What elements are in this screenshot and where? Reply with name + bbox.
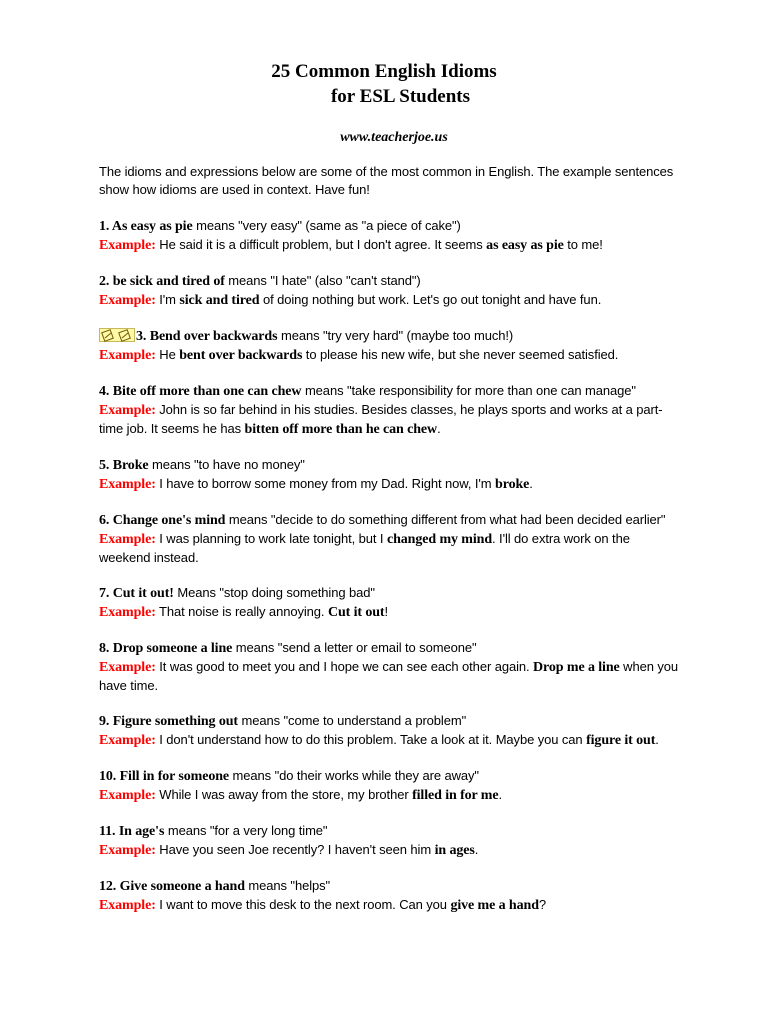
website-link[interactable]: www.teacherjoe.us xyxy=(340,130,448,145)
example-label: Example: xyxy=(99,788,156,803)
idiom-example xyxy=(99,731,679,750)
example-label: Example: xyxy=(99,605,156,620)
idiom-meaning: means "for a very long time" xyxy=(164,823,328,838)
example-label: Example: xyxy=(99,843,156,858)
example-text: While I was away from the store, my brother xyxy=(155,787,413,802)
example-text: I don't understand how to do this problem. Take a look at it. Maybe you can xyxy=(155,732,587,747)
example-idiom-highlight: broke xyxy=(495,477,530,492)
idiom-heading xyxy=(99,639,679,658)
idiom-item xyxy=(99,712,679,750)
idiom-example xyxy=(99,291,679,310)
example-text-end: to please his new wife, but she never seemed satisfied. xyxy=(302,347,619,362)
example-text: It was good to meet you and I hope we can see each other again. xyxy=(155,659,534,674)
idiom-item xyxy=(99,382,679,439)
idiom-heading xyxy=(99,382,679,401)
example-text: I'm xyxy=(155,292,180,307)
idiom-meaning: means "send a letter or email to someone" xyxy=(232,640,477,655)
idiom-item xyxy=(99,327,679,365)
example-text-end: ? xyxy=(538,897,547,912)
example-text-end: . xyxy=(474,842,479,857)
example-idiom-highlight: give me a hand xyxy=(450,898,539,913)
example-label: Example: xyxy=(99,733,156,748)
idiom-example xyxy=(99,896,679,915)
example-label: Example: xyxy=(99,898,156,913)
idiom-heading xyxy=(99,511,679,530)
example-text-end: of doing nothing but work. Let's go out tonight and have fun. xyxy=(259,292,602,307)
example-text: Have you seen Joe recently? I haven't seen him xyxy=(155,842,435,857)
example-label: Example: xyxy=(99,403,156,418)
example-idiom-highlight: bitten off more than he can chew xyxy=(244,422,438,437)
example-text: He said it is a difficult problem, but I don't agree. It seems xyxy=(155,237,487,252)
idiom-phrase: 11. In age's xyxy=(99,824,165,839)
idiom-meaning: means "take responsibility for more than one can manage" xyxy=(301,383,636,398)
idiom-example xyxy=(99,603,679,622)
idiom-phrase: 4. Bite off more than one can chew xyxy=(99,384,302,399)
example-text-end: ! xyxy=(384,604,389,619)
idiom-phrase: 7. Cut it out! xyxy=(99,586,174,601)
idiom-item xyxy=(99,511,679,567)
idiom-meaning: means "do their works while they are away" xyxy=(229,768,479,783)
page-title: 25 Common English Idioms xyxy=(271,61,497,82)
idiom-item xyxy=(99,822,679,860)
idiom-example xyxy=(99,841,679,860)
example-idiom-highlight: figure it out xyxy=(586,733,656,748)
example-idiom-highlight: in ages xyxy=(434,843,475,858)
idiom-phrase: 12. Give someone a hand xyxy=(99,879,245,894)
idiom-example xyxy=(99,346,679,365)
example-text-end: . xyxy=(498,787,502,802)
example-text: He xyxy=(155,347,180,362)
idiom-phrase: 6. Change one's mind xyxy=(99,513,226,528)
idiom-example xyxy=(99,786,679,805)
idiom-meaning: means "very easy" (same as "a piece of cake") xyxy=(192,218,461,233)
idiom-phrase: 3. Bend over backwards xyxy=(136,329,278,344)
idiom-meaning: means "I hate" (also "can't stand") xyxy=(224,273,421,288)
idiom-heading xyxy=(99,877,679,896)
example-label: Example: xyxy=(99,293,156,308)
idiom-heading xyxy=(99,456,679,475)
example-text: I want to move this desk to the next room. Can you xyxy=(155,897,451,912)
example-text-end: . xyxy=(529,476,533,491)
idiom-phrase: 1. As easy as pie xyxy=(99,219,193,234)
idiom-phrase: 9. Figure something out xyxy=(99,714,238,729)
idiom-heading xyxy=(99,767,679,786)
idiom-phrase: 2. be sick and tired of xyxy=(99,274,225,289)
idiom-item xyxy=(99,217,679,255)
example-label: Example: xyxy=(99,238,156,253)
example-text: I have to borrow some money from my Dad. Right now, I'm xyxy=(155,476,496,491)
example-idiom-highlight: sick and tired xyxy=(179,293,260,308)
example-idiom-highlight: Cut it out xyxy=(327,605,385,620)
example-text-end: . xyxy=(437,421,441,436)
example-label: Example: xyxy=(99,532,156,547)
example-text: I was planning to work late tonight, but I xyxy=(155,531,387,546)
idiom-example xyxy=(99,658,679,695)
idiom-heading xyxy=(99,712,679,731)
idiom-example xyxy=(99,401,679,439)
page-subtitle: for ESL Students xyxy=(330,86,471,107)
idiom-meaning: Means "stop doing something bad" xyxy=(173,585,375,600)
example-text-end: . xyxy=(655,732,659,747)
idiom-example xyxy=(99,236,679,255)
example-text-end: . I'll do extra work on the weekend instead. xyxy=(99,531,630,565)
example-text: That noise is really annoying. xyxy=(155,604,328,619)
example-text-end: to me! xyxy=(563,237,603,252)
idiom-meaning: means "helps" xyxy=(244,878,331,893)
idiom-list xyxy=(99,217,679,932)
idiom-meaning: means "to have no money" xyxy=(148,457,305,472)
example-idiom-highlight: filled in for me xyxy=(412,788,499,803)
idiom-example xyxy=(99,530,679,567)
idiom-item xyxy=(99,456,679,494)
example-label: Example: xyxy=(99,348,156,363)
example-text-end: when you have time. xyxy=(99,659,679,693)
idiom-phrase: 5. Broke xyxy=(99,458,149,473)
example-idiom-highlight: Drop me a line xyxy=(533,660,620,675)
idiom-item xyxy=(99,639,679,695)
idiom-meaning: means "try very hard" (maybe too much!) xyxy=(277,328,514,343)
example-idiom-highlight: changed my mind xyxy=(386,532,493,547)
idiom-item xyxy=(99,584,679,622)
idiom-phrase: 8. Drop someone a line xyxy=(99,641,233,656)
example-label: Example: xyxy=(99,477,156,492)
example-label: Example: xyxy=(99,660,156,675)
idiom-meaning: means "decide to do something different from what had been decided earlier" xyxy=(225,512,666,527)
idiom-meaning: means "come to understand a problem" xyxy=(238,713,467,728)
intro-paragraph: The idioms and expressions below are some of the most common in English. The example sentences show how idioms are used in context. Have fun! xyxy=(99,164,674,197)
idiom-example xyxy=(99,475,679,494)
idiom-item xyxy=(99,877,679,915)
idiom-item xyxy=(99,767,679,805)
example-text: John is so far behind in his studies. Besides classes, he plays sports and works at a part-time job. It seems he has xyxy=(99,402,663,436)
idiom-heading xyxy=(99,217,679,236)
example-idiom-highlight: bent over backwards xyxy=(179,348,303,363)
idiom-item xyxy=(99,272,679,310)
idiom-heading xyxy=(99,327,679,346)
edit-marker-icon[interactable] xyxy=(99,328,135,342)
example-idiom-highlight: as easy as pie xyxy=(486,238,564,253)
idiom-phrase: 10. Fill in for someone xyxy=(99,769,230,784)
idiom-heading xyxy=(99,584,679,603)
idiom-heading xyxy=(99,272,679,291)
idiom-heading xyxy=(99,822,679,841)
